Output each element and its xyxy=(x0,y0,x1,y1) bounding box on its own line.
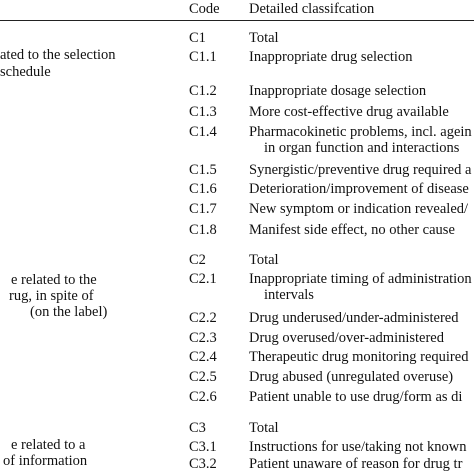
row-code: C3 xyxy=(189,420,206,436)
row-text: Instructions for use/taking not known xyxy=(249,439,467,455)
category-description-line: (on the label) xyxy=(30,304,108,320)
header-code: Code xyxy=(189,1,220,17)
row-text: Patient unaware of reason for drug tr xyxy=(249,456,463,472)
row-code: C2 xyxy=(189,252,206,268)
row-code: C1.1 xyxy=(189,49,217,65)
row-code: C2.2 xyxy=(189,310,217,326)
row-text-continuation: intervals xyxy=(264,287,314,303)
row-code: C2.4 xyxy=(189,349,217,365)
row-code: C2.6 xyxy=(189,389,217,405)
row-code: C2.5 xyxy=(189,369,217,385)
row-text: Inappropriate drug selection xyxy=(249,49,413,65)
header-detailed-classification: Detailed classifcation xyxy=(249,1,375,17)
row-code: C3.2 xyxy=(189,456,217,472)
row-code: C1.2 xyxy=(189,83,217,99)
row-text: Inappropriate dosage selection xyxy=(249,83,427,99)
category-description-line: of information xyxy=(3,453,88,469)
row-code: C1 xyxy=(189,30,206,46)
row-text: Pharmacokinetic problems, incl. agein xyxy=(249,124,472,140)
row-code: C1.8 xyxy=(189,222,217,238)
row-text: Inappropriate timing of administration xyxy=(249,271,472,287)
row-text: Drug abused (unregulated overuse) xyxy=(249,369,454,385)
row-text: Synergistic/preventive drug required a xyxy=(249,162,472,178)
row-text: Total xyxy=(249,252,279,268)
category-description-line: ated to the selection xyxy=(0,47,116,63)
row-code: C3.1 xyxy=(189,439,217,455)
row-text: Drug overused/over-administered xyxy=(249,330,444,346)
row-code: C1.5 xyxy=(189,162,217,178)
row-text: Manifest side effect, no other cause xyxy=(249,222,455,238)
row-text-continuation: in organ function and interactions xyxy=(264,140,460,156)
category-description-line: e related to a xyxy=(11,437,86,453)
category-description-line: e related to the xyxy=(11,272,97,288)
row-text: Total xyxy=(249,420,279,436)
row-code: C1.7 xyxy=(189,201,217,217)
category-description-line: schedule xyxy=(0,64,51,80)
row-text: Drug underused/under-administered xyxy=(249,310,459,326)
category-description-line: rug, in spite of xyxy=(9,288,94,304)
row-text: Patient unable to use drug/form as di xyxy=(249,389,463,405)
row-text: Deterioration/improvement of disease xyxy=(249,181,469,197)
row-code: C1.6 xyxy=(189,181,217,197)
row-code: C2.3 xyxy=(189,330,217,346)
header-rule xyxy=(0,20,474,21)
row-text: Total xyxy=(249,30,279,46)
row-text: More cost-effective drug available xyxy=(249,104,449,120)
row-text: New symptom or indication revealed/ xyxy=(249,201,469,217)
row-code: C2.1 xyxy=(189,271,217,287)
row-code: C1.4 xyxy=(189,124,217,140)
row-text: Therapeutic drug monitoring required xyxy=(249,349,469,365)
row-code: C1.3 xyxy=(189,104,217,120)
